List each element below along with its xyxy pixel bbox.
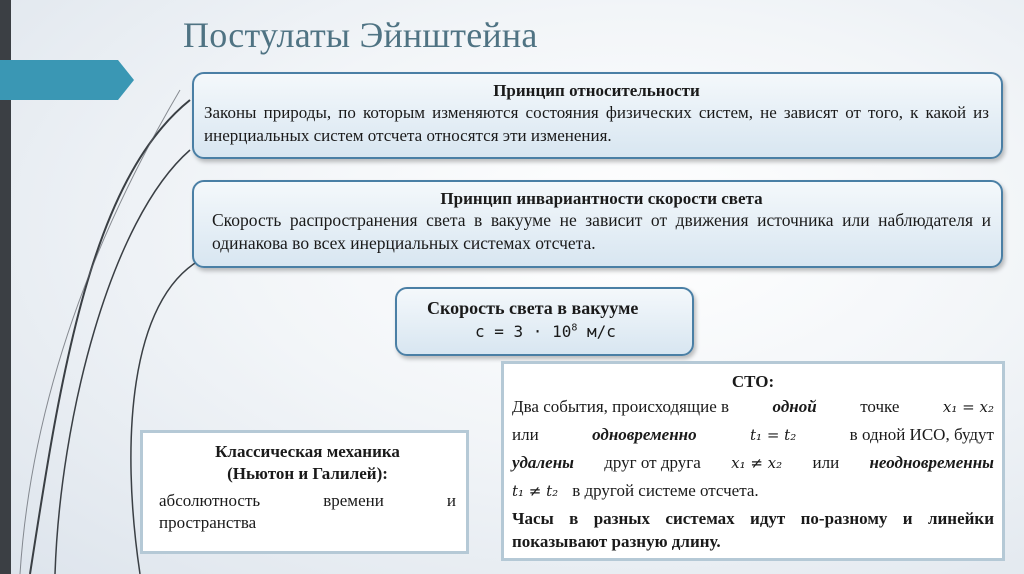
invariance-text: Скорость распространения света в вакууме не зависит от движения источника или наблюдателя и одинакова во всех инерциальных системах отсчета. [212, 210, 991, 253]
light-speed-heading: Скорость света в вакууме [427, 298, 639, 318]
sto-conclusion: Часы в разных системах идут по-разному и линейки показывают разную длину. [512, 509, 994, 551]
classical-text-line1: абсолютность времени и [159, 491, 456, 510]
light-speed-formula: $c = 3 \cdot 10^8$ м/с [475, 322, 616, 341]
sto-row-1: Два события, происходящие в одной точке x₁ = x₂ [512, 397, 994, 416]
sto-box [501, 361, 1005, 561]
sto-row-3: удалены друг от друга x₁ ≠ x₂ или неодновременны [512, 453, 994, 472]
page-title: Постулаты Эйнштейна [183, 15, 538, 55]
classical-heading: Классическая механика (Ньютон и Галилей): [215, 442, 400, 483]
relativity-text: Законы природы, по которым изменяются состояния физических систем, не зависят от того, к какой из инерциальных систем отсчета относятся эти изменения. [204, 103, 989, 145]
classical-mechanics-box [140, 430, 469, 554]
invariance-principle-card [192, 180, 1003, 268]
classical-text-line2: пространства [159, 513, 257, 532]
sto-row-2: или одновременно t₁ = t₂ в одной ИСО, будут [512, 425, 994, 444]
light-speed-card [395, 287, 694, 356]
relativity-heading: Принцип относительности [493, 81, 700, 100]
sto-heading: СТО: [731, 372, 775, 391]
invariance-heading: Принцип инвариантности скорости света [440, 189, 763, 208]
sto-row-4: t₁ ≠ t₂ в другой системе отсчета. [512, 481, 759, 500]
relativity-principle-card [192, 72, 1003, 159]
